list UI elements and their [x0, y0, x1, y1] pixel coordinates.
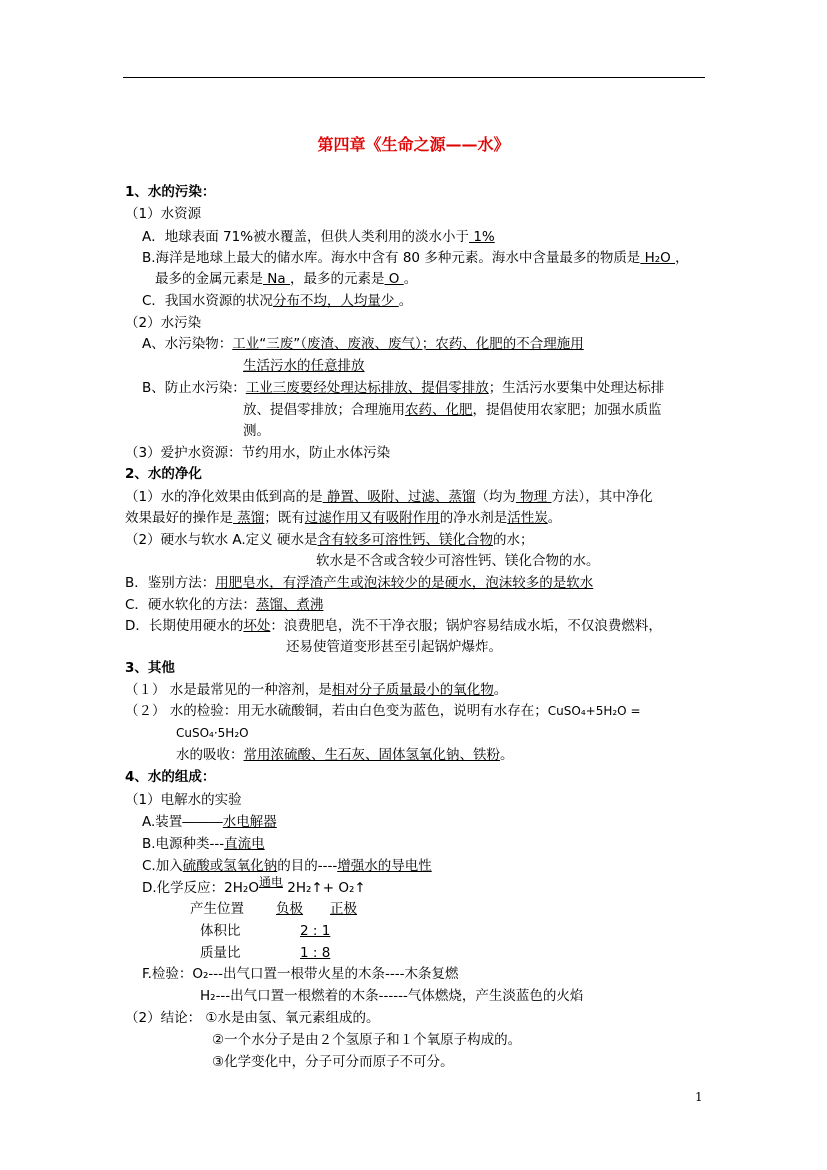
s1-b3: B、防止水污染：工业三废要经处理达标排放、提倡零排放；生活污水要集中处理达标排: [142, 380, 665, 396]
table-row-volume: 体积比: [200, 923, 241, 939]
s3-l3: CuSO₄·5H₂O: [176, 726, 249, 740]
s2-l7: D．长期使用硬水的坏处：浪费肥皂，洗不干净衣服；锅炉容易结成水垢，不仅浪费燃料，: [125, 618, 662, 634]
s1-p3: （3）爱护水资源：节约用水，防止水体污染: [125, 445, 391, 461]
s4-a: A.装置―――水电解器: [142, 814, 277, 830]
s1-a2-line2: 生活污水的任意排放: [243, 358, 365, 374]
section-4-heading: 4、水的组成：: [125, 769, 216, 785]
s4-p1: （1）电解水的实验: [125, 792, 242, 808]
table-header-anode: 正极: [330, 901, 357, 917]
condition-label: 通电: [258, 875, 283, 889]
s1-b3-line2: 放、提倡零排放；合理施用农药、化肥，提倡使用农家肥；加强水质监: [243, 402, 662, 418]
s2-l5: B．鉴别方法：用肥皂水，有浮渣产生或泡沫较少的是硬水，泡沫较多的是软水: [125, 575, 594, 591]
table-header-cathode: 负极: [276, 901, 303, 917]
s2-l2: 效果最好的操作是 蒸馏；既有过滤作用又有吸附作用的净水剂是活性炭。: [125, 510, 562, 526]
s3-l1: （１） 水是最常见的一种溶剂，是相对分子质量最小的氧化物。: [125, 682, 508, 698]
table-header-position: 产生位置: [190, 901, 244, 917]
table-row-mass-value: 1 : 8: [300, 945, 331, 961]
table-row-volume-value: 2 : 1: [300, 923, 331, 939]
s4-c1: （2）结论： ①水是由氢、氧元素组成的。: [125, 1010, 380, 1026]
s4-d: D.化学反应：2H₂O通电 2H₂↑+ O₂↑: [142, 875, 366, 896]
s1-b: B.海洋是地球上最大的储水库。海水中含有 80 多种元素。海水中含量最多的物质是 H₂O ，: [142, 250, 689, 266]
s4-f1: F.检验：O₂---出气口置一根带火星的木条----木条复燃: [142, 966, 459, 982]
s1-a: A．地球表面 71%被水覆盖，但供人类利用的淡水小于 1%: [142, 229, 495, 245]
s1-b2: 最多的金属元素是 Na ，最多的元素是 O 。: [155, 271, 418, 287]
header-rule: [123, 77, 705, 78]
s4-c: C.加入硫酸或氢氧化钠的目的----增强水的导电性: [142, 858, 432, 874]
page-title: 第四章《生命之源——水》: [317, 135, 510, 154]
s3-l2: （２） 水的检验：用无水硫酸铜，若由白色变为蓝色，说明有水存在；CuSO₄+5H₂O =: [125, 703, 641, 719]
s3-l4: 水的吸收：常用浓硫酸、生石灰、固体氢氧化钠、铁粉。: [176, 747, 514, 763]
s4-f2: H₂---出气口置一根燃着的木条------气体燃烧，产生淡蓝色的火焰: [200, 988, 584, 1004]
s2-l1: （1）水的净化效果由低到高的是 静置、吸附、过滤、蒸馏（均为 物理 方法），其中净化: [125, 489, 653, 505]
s1-c: C．我国水资源的状况分布不均，人均量少 。: [142, 293, 413, 309]
page-number: 1: [695, 1090, 703, 1104]
s2-l8: 还易使管道变形甚至引起锅炉爆炸。: [286, 639, 502, 655]
s4-c2: ②一个水分子是由２个氢原子和１个氧原子构成的。: [212, 1032, 522, 1048]
s4-b: B.电源种类---直流电: [142, 836, 265, 852]
s1-b3-line3: 测。: [243, 423, 270, 439]
s1-p2: （2）水污染: [125, 315, 202, 331]
s2-l3: （2）硬水与软水 A.定义 硬水是含有较多可溶性钙、镁化合物的水；: [125, 532, 534, 548]
table-row-mass: 质量比: [200, 945, 241, 961]
s2-l4: 软水是不含或含较少可溶性钙、镁化合物的水。: [316, 553, 600, 569]
s4-c3: ③化学变化中，分子可分而原子不可分。: [212, 1054, 454, 1070]
section-1-heading: 1、水的污染：: [125, 184, 216, 200]
s1-p1: （1）水资源: [125, 206, 202, 222]
section-3-heading: 3、其他: [125, 660, 175, 676]
section-2-heading: 2、水的净化: [125, 466, 202, 482]
s1-a2: A、水污染物：工业“三废”（废渣、废液、废气）；农药、化肥的不合理施用: [142, 336, 584, 352]
s2-l6: C．硬水软化的方法：蒸馏、煮沸: [125, 597, 324, 613]
